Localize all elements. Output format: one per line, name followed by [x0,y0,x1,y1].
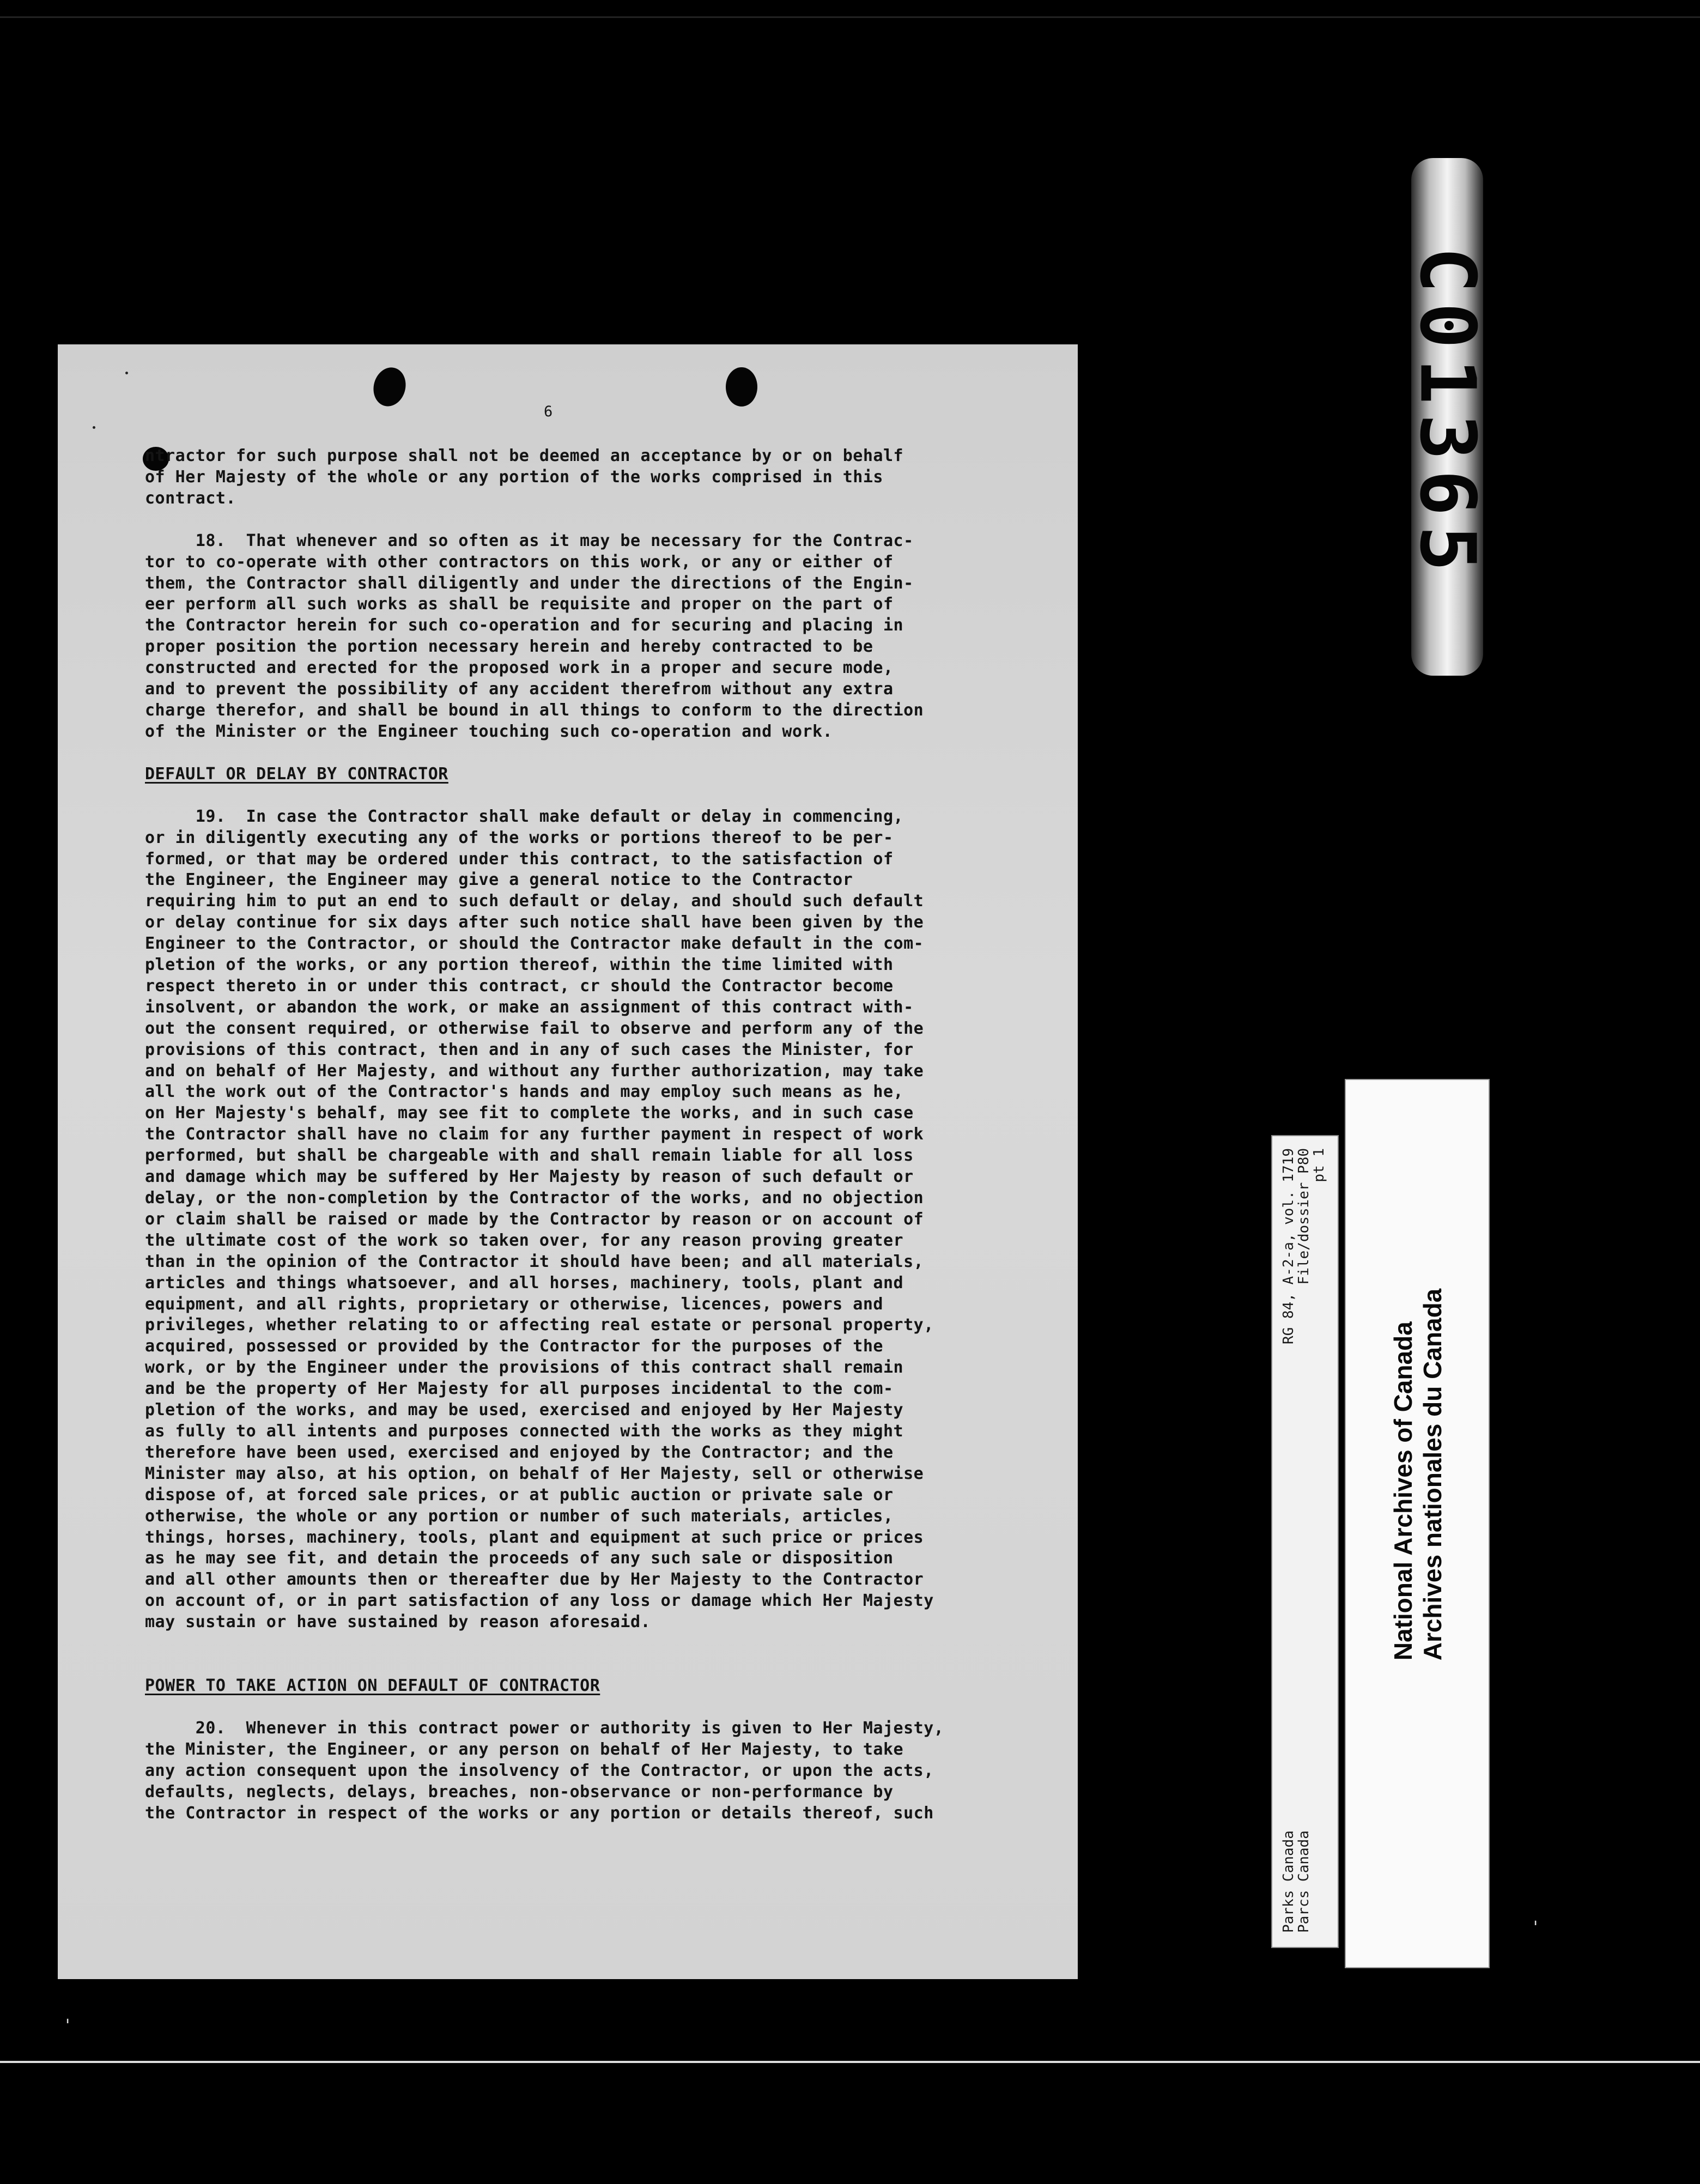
film-mark: ' [1533,1918,1538,1937]
text-line: of the Minister or the Engineer touching such co-operation and work. [145,721,833,741]
punch-hole [726,367,757,407]
text-line: things, horses, machinery, tools, plant and equipment at such price or prices [145,1527,924,1547]
text-line: dispose of, at forced sale prices, or at public auction or private sale or [145,1485,894,1504]
text-line: Minister may also, at his option, on behalf of Her Majesty, sell or otherwise [145,1464,924,1483]
text-line: out the consent required, or otherwise fail to observe and perform any of the [145,1018,924,1038]
document-body [145,446,1071,1824]
text-line: the Contractor herein for such co-operation and for securing and placing in [145,616,904,635]
text-line: delay, or the non-completion by the Contractor of the works, and no objection [145,1188,924,1208]
heading-default-or-delay: DEFAULT OR DELAY BY CONTRACTOR [145,764,448,784]
text-line: and to prevent the possibility of any accident therefrom without any extra [145,680,894,699]
paragraph-17-continued [145,446,1071,509]
text-line: than in the opinion of the Contractor it should have been; and all materials, [145,1252,924,1271]
text-line: or in diligently executing any of the works or portions thereof to be per- [145,828,894,847]
text-line: as he may see fit, and detain the proceeds of any such sale or disposition [145,1549,894,1568]
text-line: 18. That whenever and so often as it may be necessary for the Contrac- [145,531,914,550]
paragraph-19 [145,806,1071,1633]
text-line: respect thereto in or under this contract, cr should the Contractor become [145,976,894,996]
text-line: 20. Whenever in this contract power or authority is given to Her Majesty, [145,1718,944,1738]
text-line: all the work out of the Contractor's hands and may employ such means as he, [145,1082,904,1102]
text-line: the Contractor in respect of the works or any portion or details thereof, such [145,1803,934,1823]
text-line: therefore have been used, exercised and enjoyed by the Contractor; and the [145,1442,894,1462]
text-line: provisions of this contract, then and in any of such cases the Minister, for [145,1040,914,1059]
document-page [58,344,1078,1979]
film-edge-top [0,16,1700,18]
text-line: the ultimate cost of the work so taken over, for any reason proving greater [145,1230,904,1250]
text-line: on Her Majesty's behalf, may see fit to complete the works, and in such case [145,1103,914,1123]
heading-power-to-take-action: POWER TO TAKE ACTION ON DEFAULT OF CONTRACTOR [145,1676,600,1696]
archives-name-fr: Archives nationales du Canada [1418,1288,1447,1661]
text-line: requiring him to put an end to such default or delay, and should such default [145,891,924,911]
text-line: eer perform all such works as shall be requisite and proper on the part of [145,594,894,614]
text-line: acquired, possessed or provided by the Contractor for the purposes of the [145,1337,883,1356]
text-line: or claim shall be raised or made by the Contractor by reason or on account of [145,1209,924,1229]
text-line: pletion of the works, and may be used, exercised and enjoyed by Her Majesty [145,1400,904,1420]
text-line: contract. [145,488,236,508]
text-line: as fully to all intents and purposes connected with the works as they might [145,1421,904,1441]
text-line: formed, or that may be ordered under this contract, to the satisfaction of [145,849,894,869]
card-rg: RG 84, A-2-a, vol. 1719 [1280,1148,1297,1345]
text-line: constructed and erected for the proposed work in a proper and secure mode, [145,658,894,678]
text-line: work, or by the Engineer under the provisions of this contract shall remain [145,1358,904,1378]
text-line: and be the property of Her Majesty for all purposes incidental to the com- [145,1379,894,1399]
text-line: otherwise, the whole or any portion or number of such materials, articles, [145,1506,894,1526]
speck [93,426,95,429]
text-line: of Her Majesty of the whole or any portion of the works comprised in this [145,467,883,487]
text-line: and all other amounts then or thereafter due by Her Majesty to the Contractor [145,1570,924,1590]
speck [125,372,128,374]
text-line: the Minister, the Engineer, or any person on behalf of Her Majesty, to take [145,1739,904,1759]
text-line: may sustain or have sustained by reason aforesaid. [145,1612,651,1632]
text-line: articles and things whatsoever, and all horses, machinery, tools, plant and [145,1273,904,1293]
text-line: on account of, or in part satisfaction of any loss or damage which Her Majesty [145,1591,934,1611]
text-line: pletion of the works, or any portion thereof, within the time limited with [145,955,894,975]
text-line: ntractor for such purpose shall not be deemed an acceptance by or on behalf [145,446,904,465]
text-line: the Engineer, the Engineer may give a general notice to the Contractor [145,870,853,890]
page-number: 6 [544,403,553,420]
text-line: performed, but shall be chargeable with and shall remain liable for all loss [145,1146,914,1166]
text-line: 19. In case the Contractor shall make default or delay in commencing, [145,806,904,826]
text-line: proper position the portion necessary herein and hereby contracted to be [145,637,873,657]
film-edge-bottom [0,2061,1700,2063]
card-parks-en: Parks Canada [1280,1830,1297,1933]
text-line: the Contractor shall have no claim for any further payment in respect of work [145,1125,924,1144]
card-part: pt 1 [1311,1148,1327,1182]
text-line: them, the Contractor shall diligently and under the directions of the Engin- [145,573,914,593]
text-line: charge therefor, and shall be bound in all things to conform to the direction [145,700,924,720]
text-line: any action consequent upon the insolvency of the Contractor, or upon the acts, [145,1761,934,1780]
text-line: privileges, whether relating to or affecting real estate or personal property, [145,1315,934,1335]
film-mark: ' [65,2016,70,2035]
card-parks-fr: Parcs Canada [1296,1830,1312,1933]
text-line: equipment, and all rights, proprietary or otherwise, licences, powers and [145,1294,883,1314]
text-line: or delay continue for six days after such notice shall have been given by the [145,913,924,932]
punch-hole [369,364,410,410]
text-line: Engineer to the Contractor, or should the Contractor make default in the com- [145,934,924,954]
paragraph-20 [145,1718,1071,1824]
text-line: defaults, neglects, delays, breaches, non-observance or non-performance by [145,1782,894,1801]
text-line: insolvent, or abandon the work, or make an assignment of this contract with- [145,997,914,1017]
text-line: tor to co-operate with other contractors on this work, or any or either of [145,552,894,572]
text-line: and damage which may be suffered by Her Majesty by reason of such default or [145,1167,914,1187]
card-file: File/dossier P80 [1296,1148,1312,1285]
archives-name-en: National Archives of Canada [1389,1321,1417,1661]
paragraph-18 [145,531,1071,743]
text-line: and on behalf of Her Majesty, and without any further authorization, may take [145,1061,924,1081]
